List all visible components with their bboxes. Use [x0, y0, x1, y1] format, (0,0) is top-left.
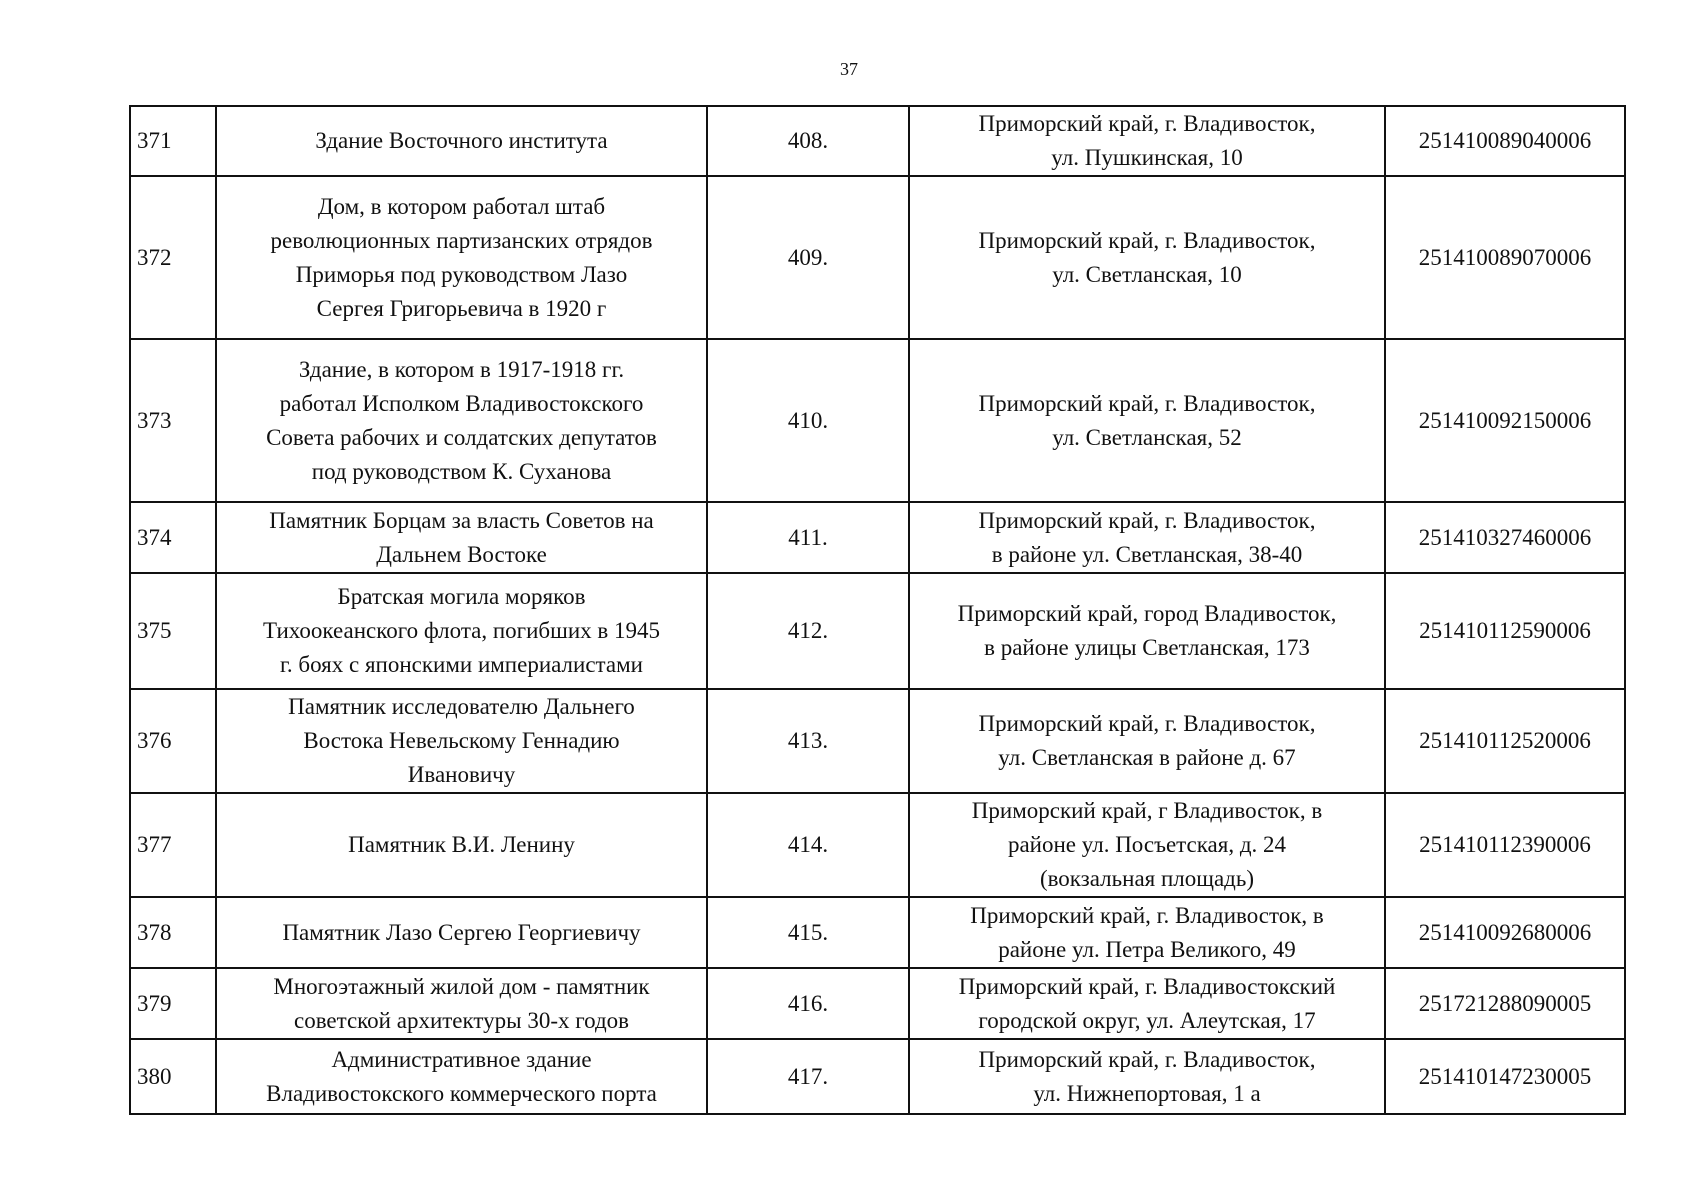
- ordinal-cell: 412.: [707, 573, 909, 689]
- registry-code-cell: 251410089040006: [1385, 106, 1625, 176]
- object-name-cell: Памятник Борцам за власть Советов на Дальнем Востоке: [216, 502, 707, 573]
- ordinal-cell: 409.: [707, 176, 909, 339]
- row-number-cell: 379: [130, 968, 216, 1039]
- address-cell: Приморский край, г. Владивосток, ул. Светланская, 10: [909, 176, 1385, 339]
- object-name-cell: Дом, в котором работал штаб революционных партизанских отрядов Приморья под руководством Лазо Сергея Григорьевича в 1920 г: [216, 176, 707, 339]
- table-row: [130, 176, 1625, 339]
- registry-code-cell: 251410327460006: [1385, 502, 1625, 573]
- object-name-cell: Памятник исследователю Дальнего Востока Невельскому Геннадию Ивановичу: [216, 689, 707, 793]
- row-number-cell: 377: [130, 793, 216, 897]
- ordinal-cell: 415.: [707, 897, 909, 968]
- address-cell: Приморский край, г. Владивосток, ул. Светланская в районе д. 67: [909, 689, 1385, 793]
- address-cell: Приморский край, г Владивосток, в районе ул. Посъетская, д. 24 (вокзальная площадь): [909, 793, 1385, 897]
- row-number-cell: 372: [130, 176, 216, 339]
- row-number-cell: 373: [130, 339, 216, 502]
- registry-code-cell: 251410092150006: [1385, 339, 1625, 502]
- object-name-cell: Памятник В.И. Ленину: [216, 793, 707, 897]
- monuments-table: [129, 105, 1626, 1115]
- object-name-cell: Здание Восточного института: [216, 106, 707, 176]
- row-number-cell: 376: [130, 689, 216, 793]
- table-row: [130, 968, 1625, 1039]
- address-cell: Приморский край, г. Владивосток, ул. Нижнепортовая, 1 а: [909, 1039, 1385, 1114]
- registry-code-cell: 251410112590006: [1385, 573, 1625, 689]
- address-cell: Приморский край, г. Владивосток, ул. Пушкинская, 10: [909, 106, 1385, 176]
- ordinal-cell: 411.: [707, 502, 909, 573]
- object-name-cell: Административное здание Владивостокского коммерческого порта: [216, 1039, 707, 1114]
- object-name-cell: Братская могила моряков Тихоокеанского флота, погибших в 1945 г. боях с японскими империалистами: [216, 573, 707, 689]
- registry-code-cell: 251721288090005: [1385, 968, 1625, 1039]
- table-row: [130, 897, 1625, 968]
- registry-code-cell: 251410092680006: [1385, 897, 1625, 968]
- row-number-cell: 380: [130, 1039, 216, 1114]
- registry-code-cell: 251410147230005: [1385, 1039, 1625, 1114]
- row-number-cell: 378: [130, 897, 216, 968]
- object-name-cell: Здание, в котором в 1917-1918 гг. работал Исполком Владивостокского Совета рабочих и солдатских депутатов под руководством К. Суханова: [216, 339, 707, 502]
- address-cell: Приморский край, г. Владивосток, в районе ул. Петра Великого, 49: [909, 897, 1385, 968]
- table-row: [130, 339, 1625, 502]
- table-row: [130, 793, 1625, 897]
- table-row: [130, 573, 1625, 689]
- ordinal-cell: 414.: [707, 793, 909, 897]
- ordinal-cell: 416.: [707, 968, 909, 1039]
- table-row: [130, 106, 1625, 176]
- page-number: 37: [840, 59, 858, 79]
- row-number-cell: 371: [130, 106, 216, 176]
- address-cell: Приморский край, город Владивосток, в районе улицы Светланская, 173: [909, 573, 1385, 689]
- ordinal-cell: 410.: [707, 339, 909, 502]
- registry-code-cell: 251410112520006: [1385, 689, 1625, 793]
- row-number-cell: 375: [130, 573, 216, 689]
- ordinal-cell: 413.: [707, 689, 909, 793]
- ordinal-cell: 408.: [707, 106, 909, 176]
- registry-code-cell: 251410112390006: [1385, 793, 1625, 897]
- table-row: [130, 1039, 1625, 1114]
- row-number-cell: 374: [130, 502, 216, 573]
- ordinal-cell: 417.: [707, 1039, 909, 1114]
- registry-code-cell: 251410089070006: [1385, 176, 1625, 339]
- object-name-cell: Многоэтажный жилой дом - памятник советской архитектуры 30-х годов: [216, 968, 707, 1039]
- table-row: [130, 689, 1625, 793]
- address-cell: Приморский край, г. Владивосток, ул. Светланская, 52: [909, 339, 1385, 502]
- object-name-cell: Памятник Лазо Сергею Георгиевичу: [216, 897, 707, 968]
- address-cell: Приморский край, г. Владивосток, в районе ул. Светланская, 38-40: [909, 502, 1385, 573]
- address-cell: Приморский край, г. Владивостокский городской округ, ул. Алеутская, 17: [909, 968, 1385, 1039]
- table-row: [130, 502, 1625, 573]
